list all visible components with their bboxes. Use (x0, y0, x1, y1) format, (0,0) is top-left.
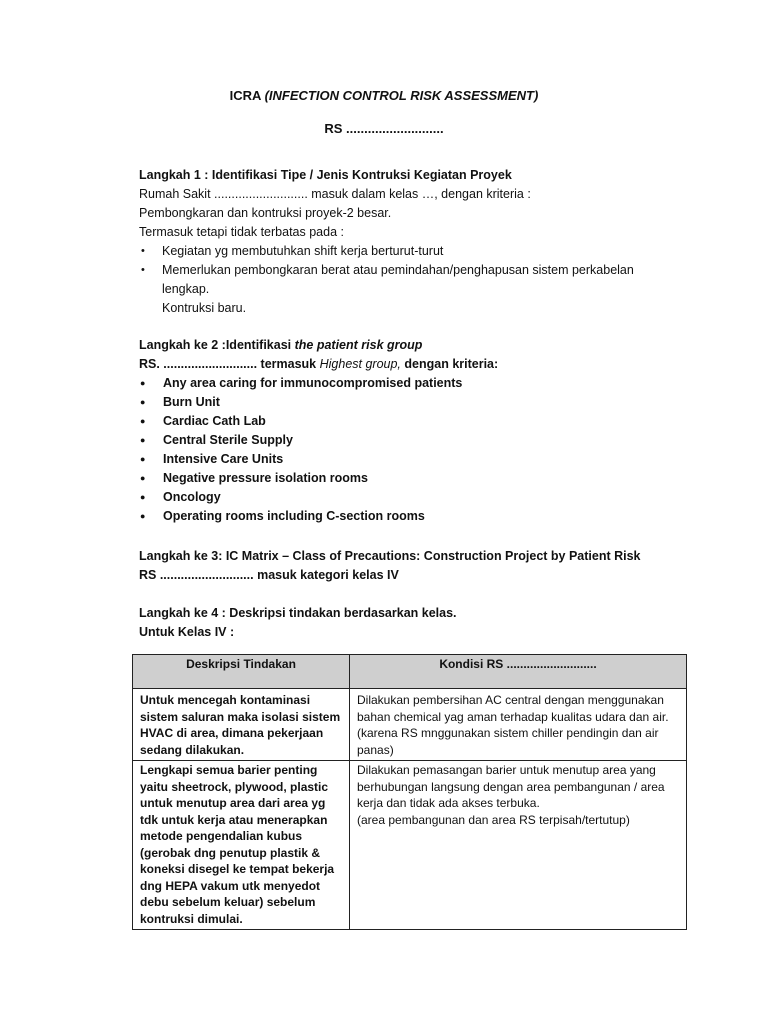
list-item: ● Any area caring for immunocompromised patients (139, 374, 699, 393)
list-item: ● Negative pressure isolation rooms (139, 469, 699, 488)
table-cell: Dilakukan pembersihan AC central dengan menggunakan bahan chemical yag aman terhadap kualitas udara dan air. (karena RS mnggunakan sistem chiller pendingin dan air panas) (350, 689, 687, 761)
table-cell: Untuk mencegah kontaminasi sistem saluran maka isolasi sistem HVAC di area, dimana pekerjaan sedang dilakukan. (133, 689, 350, 761)
document-title-italic: (INFECTION CONTROL RISK ASSESSMENT) (264, 88, 539, 103)
step3-section (139, 547, 699, 585)
step1-section (139, 166, 699, 318)
table-header-row (133, 655, 687, 689)
step1-extra: Kontruksi baru. (162, 301, 247, 315)
list-item: ● Central Sterile Supply (139, 431, 699, 450)
step1-line1: Rumah Sakit ........................... masuk dalam kelas …, dengan kriteria : (139, 187, 531, 201)
document-title: ICRA (INFECTION CONTROL RISK ASSESSMENT) (229, 88, 539, 103)
table-cell: Dilakukan pemasangan barier untuk menutup area yang berhubungan langsung dengan area pembangunan / area kerja dan tidak ada akses terbuka. (area pembangunan dan area RS terpisah/tertutup) (350, 761, 687, 930)
step2-heading: Langkah ke 2 :Identifikasi the patient risk group (139, 338, 423, 352)
list-item: ● Intensive Care Units (139, 450, 699, 469)
table-row (133, 689, 687, 761)
step1-line3: Termasuk tetapi tidak terbatas pada : (139, 225, 344, 239)
list-item: • Kegiatan yg membutuhkan shift kerja berturut-turut (139, 242, 699, 261)
step1-line2: Pembongkaran dan kontruksi proyek-2 besar. (139, 206, 392, 220)
step3-line: RS ........................... masuk kategori kelas IV (139, 568, 399, 582)
step1-heading: Langkah 1 : Identifikasi Tipe / Jenis Kontruksi Kegiatan Proyek (139, 168, 512, 182)
step4-line: Untuk Kelas IV : (139, 625, 235, 639)
table-cell: Lengkapi semua barier penting yaitu sheetrock, plywood, plastic untuk menutup area dari area yg tdk untuk kerja atau menerapkan metode pengendalian kubus (gerobak dng penutup plastik & koneksi disegel ke tempat bekerja dng HEPA vakum utk menyedot debu sebelum keluar) sebelum kontruksi dimulai. (133, 761, 350, 930)
list-item: ● Oncology (139, 488, 699, 507)
list-item: ● Cardiac Cath Lab (139, 412, 699, 431)
step3-heading: Langkah ke 3: IC Matrix – Class of Precautions: Construction Project by Patient Risk (139, 549, 641, 563)
step1-bullets (139, 242, 699, 299)
step4-section (139, 604, 699, 642)
table-header: Deskripsi Tindakan (133, 655, 350, 689)
step2-section (139, 336, 699, 526)
list-item: • Memerlukan pembongkaran berat atau pemindahan/penghapusan sistem perkabelan lengkap. (139, 261, 682, 299)
list-item: ● Operating rooms including C-section rooms (139, 507, 699, 526)
table-row (133, 761, 687, 930)
precautions-table (132, 654, 687, 930)
list-item: ● Burn Unit (139, 393, 699, 412)
table-header: Kondisi RS ........................... (350, 655, 687, 689)
step2-line: RS. ........................... termasuk Highest group, dengan kriteria: (139, 357, 499, 371)
document-subtitle: RS ........................... (324, 121, 444, 136)
step2-criteria-list (139, 374, 699, 526)
step4-heading: Langkah ke 4 : Deskripsi tindakan berdasarkan kelas. (139, 606, 457, 620)
